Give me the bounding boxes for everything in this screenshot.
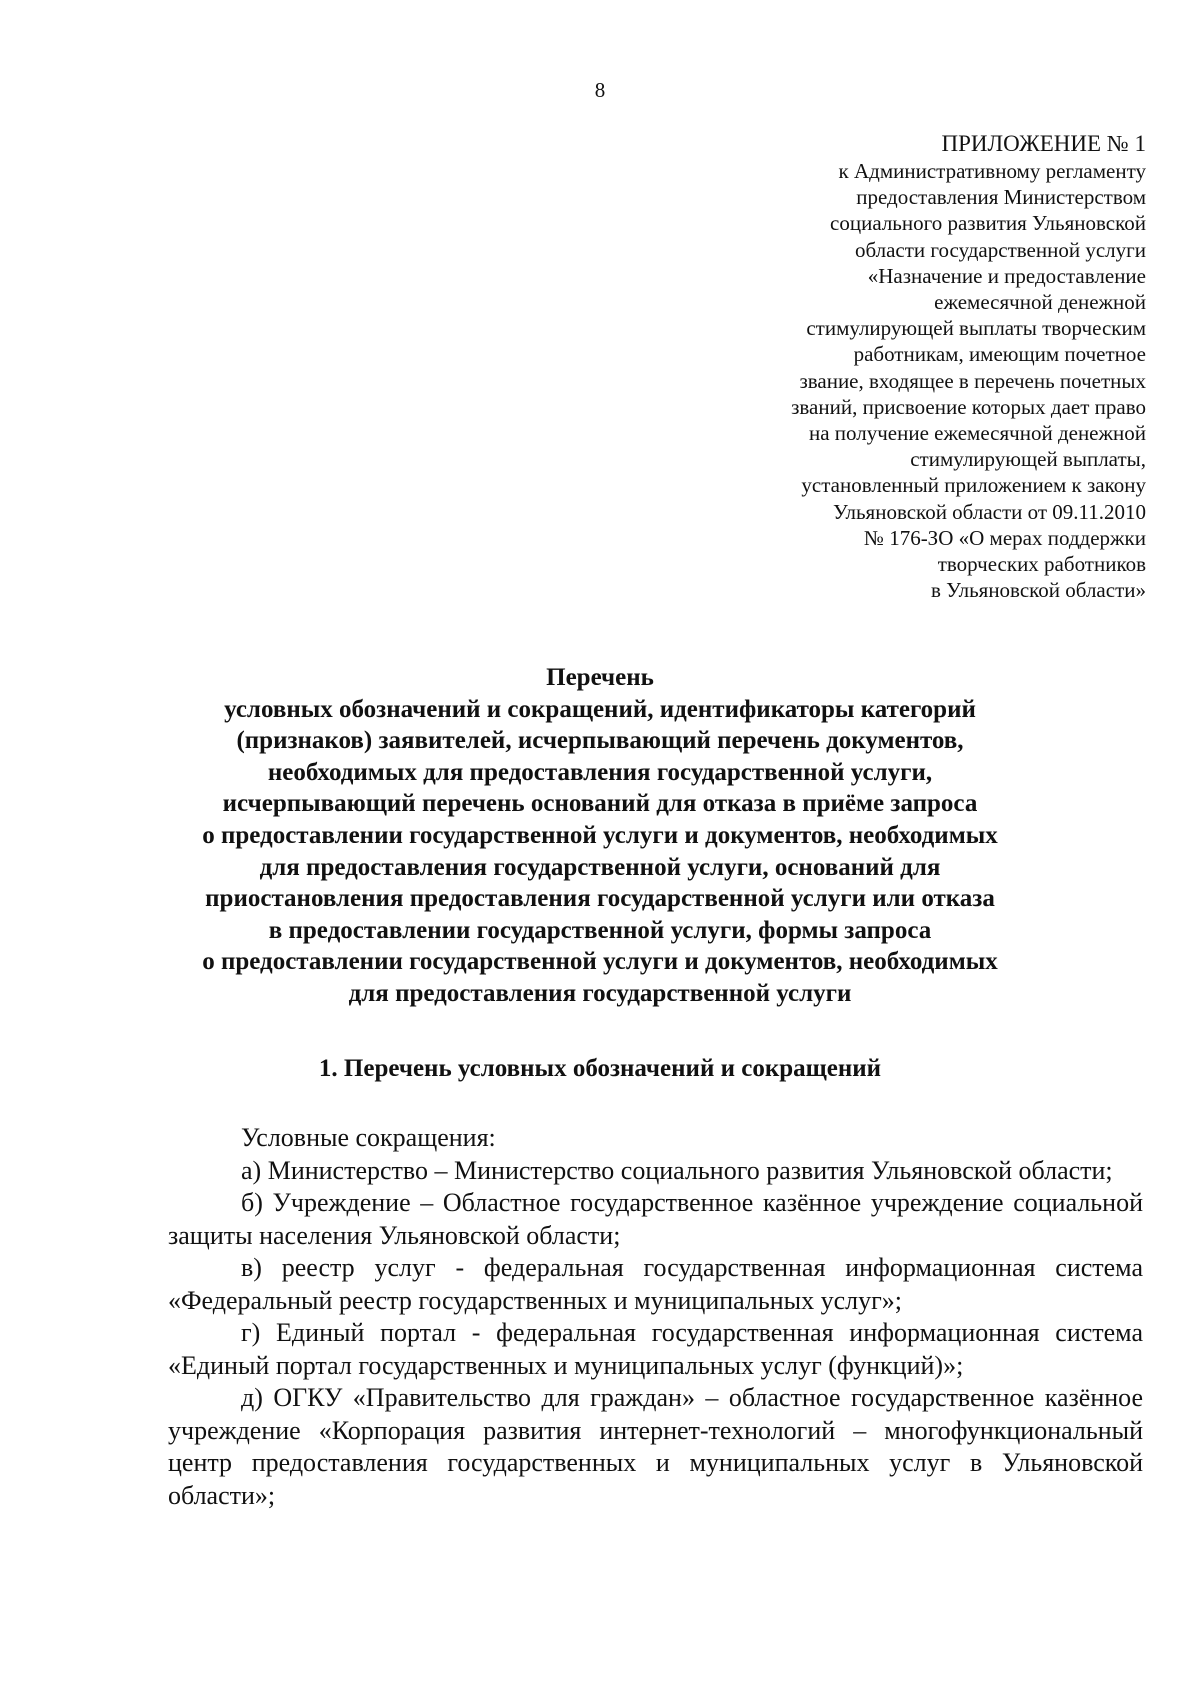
abbreviation-item: в) реестр услуг - федеральная государственная информационная система «Федеральный реестр государственных и муниципальных услуг»; [168,1253,1143,1315]
page-number: 8 [594,78,606,102]
appendix-line: предоставления Министерством [856,185,1146,210]
title-line: условных обозначений и сокращений, идентификаторы категорий [224,695,976,723]
appendix-reference [526,130,1146,603]
title-line: (признаков) заявителей, исчерпывающий перечень документов, [236,727,964,755]
abbreviations-intro: Условные сокращения: [241,1123,496,1152]
appendix-line: установленный приложением к закону [801,473,1146,498]
appendix-line: социального развития Ульяновской [830,211,1146,236]
section-heading: 1. Перечень условных обозначений и сокращений [318,1055,882,1082]
abbreviation-item: а) Министерство – Министерство социального развития Ульяновской области; [241,1155,1113,1185]
appendix-line: творческих работников [937,552,1146,577]
appendix-line: Ульяновской области от 09.11.2010 [832,499,1146,524]
appendix-line: области государственной услуги [854,237,1146,262]
abbreviation-item: г) Единый портал - федеральная государственная информационная система «Единый портал государственных и муниципальных услуг (функций)»; [168,1318,1143,1380]
appendix-line: № 176-ЗО «О мерах поддержки [863,525,1146,550]
title-line: о предоставлении государственной услуги и документов, необходимых [202,948,998,976]
appendix-line: работникам, имеющим почетное [853,342,1146,367]
appendix-line: в Ульяновской области» [930,578,1146,603]
title-line: необходимых для предоставления государственной услуги, [267,758,933,786]
title-line: в предоставлении государственной услуги, формы запроса [268,916,932,944]
appendix-line: ПРИЛОЖЕНИЕ № 1 [941,131,1146,156]
appendix-line: ежемесячной денежной [934,290,1146,315]
title-line: Перечень [546,664,654,691]
appendix-line: к Административному регламенту [838,159,1146,183]
title-line: для предоставления государственной услуги, оснований для [259,853,941,881]
appendix-line: званий, присвоение которых дает право [791,394,1146,419]
abbreviation-item: б) Учреждение – Областное государственное казённое учреждение социальной защиты населения Ульяновской области; [168,1188,1143,1250]
appendix-line: стимулирующей выплаты, [910,447,1146,472]
title-line: для предоставления государственной услуги [348,979,852,1007]
title-line: приостановления предоставления государственной услуги или отказа [205,885,995,913]
appendix-line: звание, входящее в перечень почетных [799,368,1146,393]
title-line: о предоставлении государственной услуги и документов, необходимых [202,821,998,849]
section-body [168,1122,1143,1512]
document-title [0,662,1200,1010]
title-line: исчерпывающий перечень оснований для отказа в приёме запроса [222,790,978,818]
abbreviation-item: д) ОГКУ «Правительство для граждан» – областное государственное казённое учреждение «Корпорация развития интернет-технологий – многофункциональный центр предоставления государственных и муниципальных услуг в Ульяновской области»; [168,1383,1143,1510]
appendix-line: на получение ежемесячной денежной [808,421,1146,446]
appendix-line: стимулирующей выплаты творческим [806,316,1146,341]
appendix-line: «Назначение и предоставление [867,263,1146,288]
